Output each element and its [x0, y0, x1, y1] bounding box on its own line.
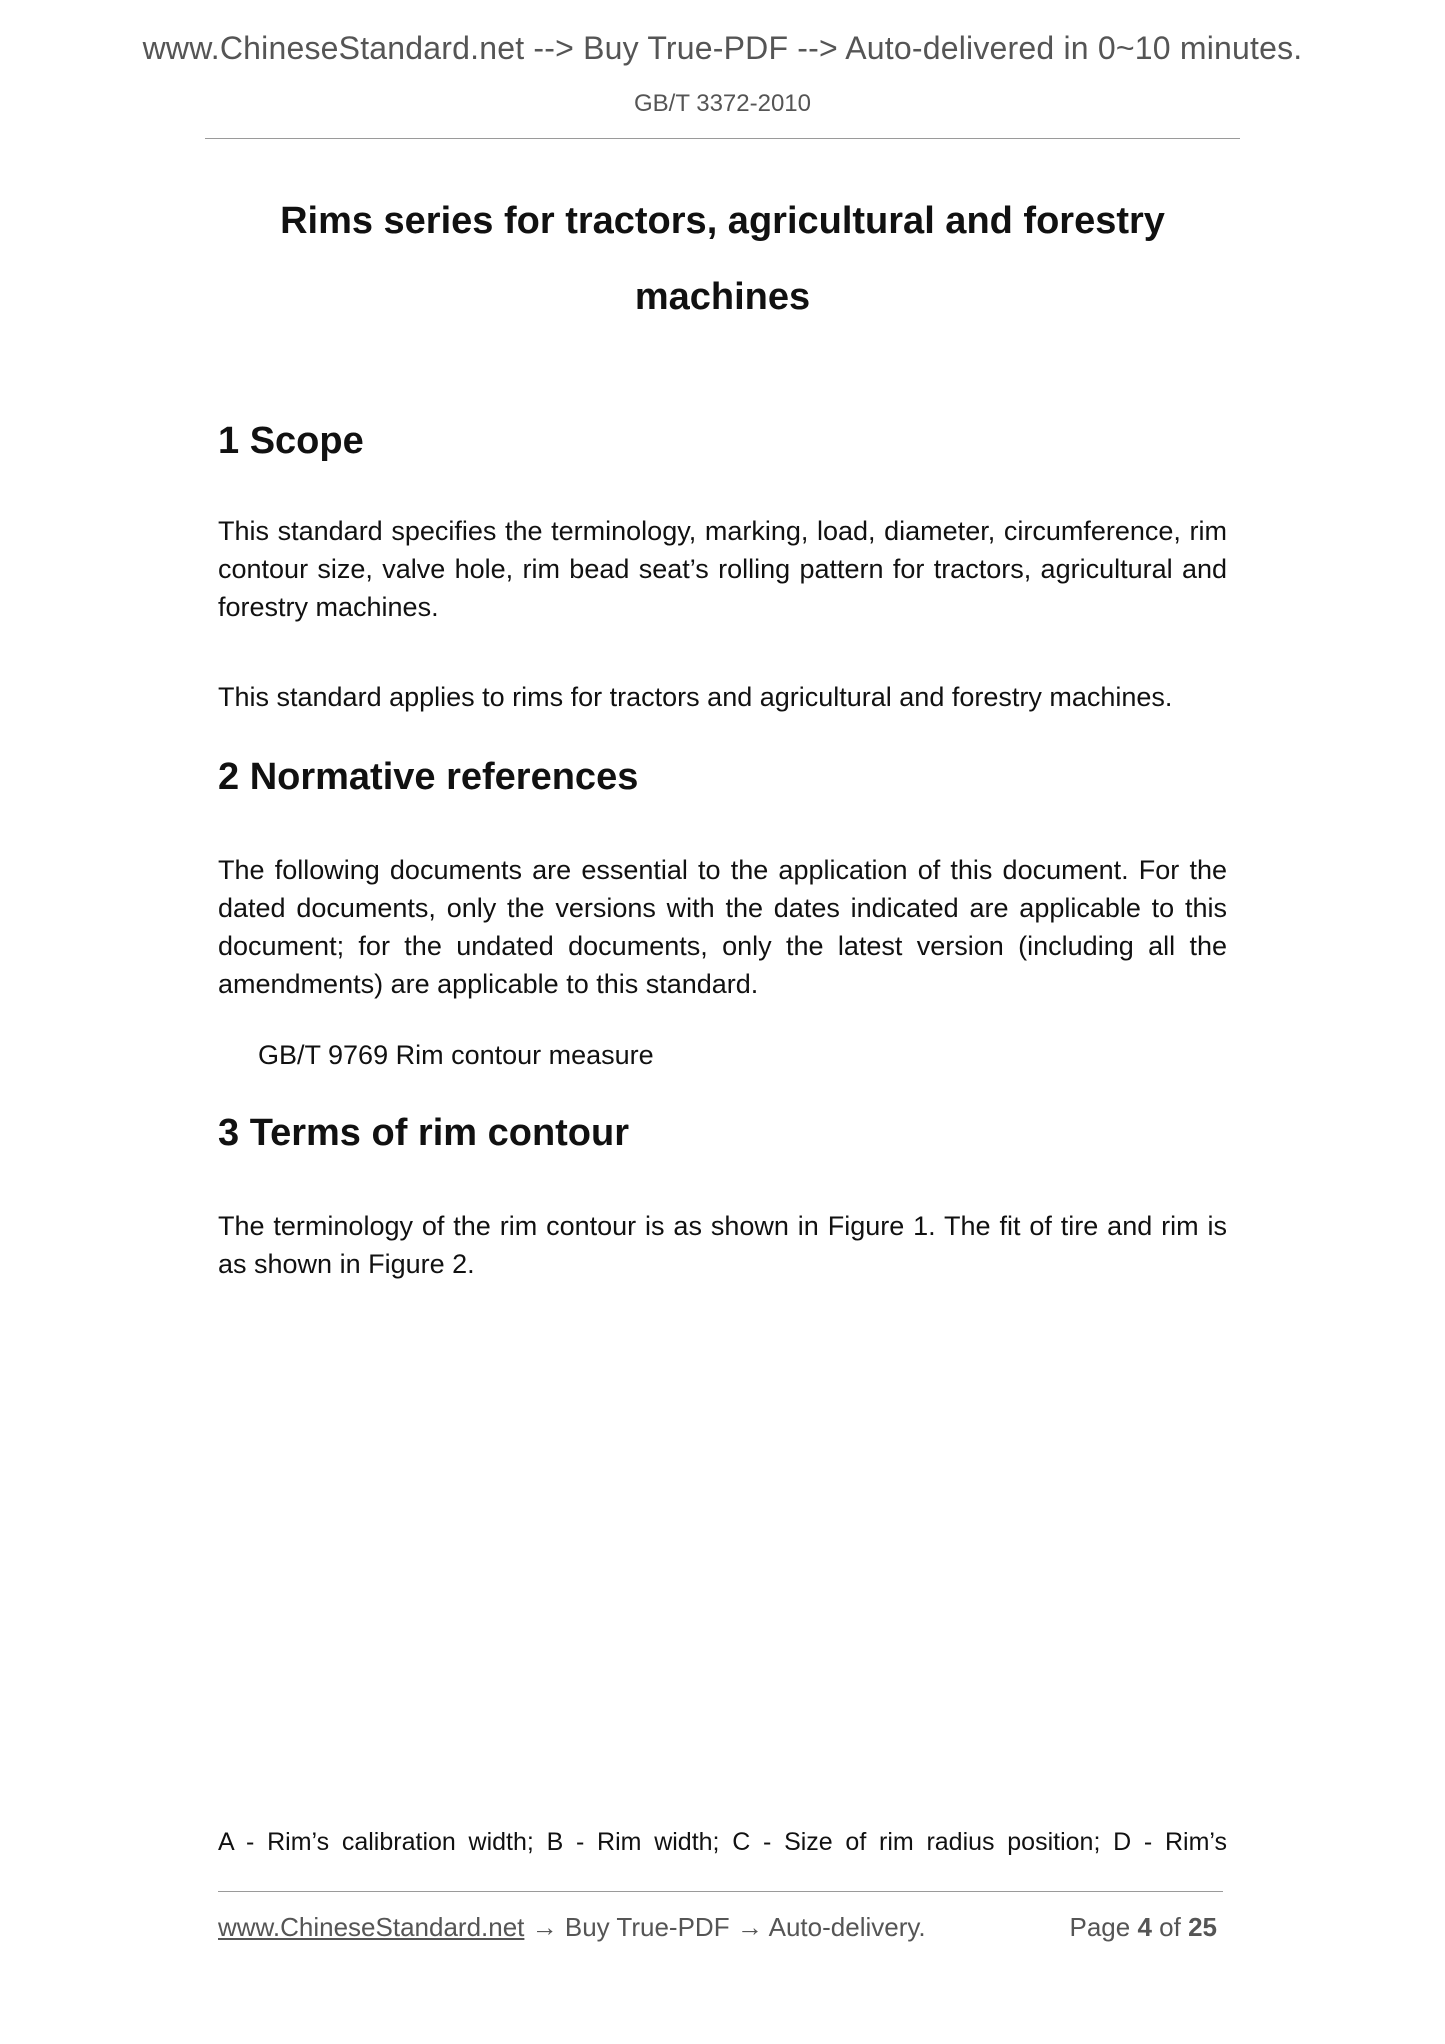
- footer-buy-text: Buy True-PDF: [564, 1912, 730, 1942]
- section-heading-scope: 1 Scope: [218, 420, 364, 462]
- title-line-1: Rims series for tractors, agricultural and forestry: [280, 200, 1165, 242]
- footer-links: [218, 1912, 926, 1943]
- page-number: 4: [1137, 1912, 1152, 1942]
- promo-banner: www.ChineseStandard.net --> Buy True-PDF --> Auto-delivered in 0~10 minutes.: [142, 30, 1303, 66]
- arrow-right-icon: →: [736, 1912, 763, 1942]
- page-title: [205, 183, 1240, 335]
- footer-delivery-text: Auto-delivery.: [768, 1912, 926, 1942]
- total-pages: 25: [1188, 1912, 1217, 1942]
- reference-item: GB/T 9769 Rim contour measure: [258, 1040, 654, 1070]
- standard-code: GB/T 3372-2010: [633, 90, 811, 117]
- references-paragraph-1: The following documents are essential to the application of this document. For the dated documents, only the versions with the dates indicated are applicable to this document; for the undated documents, only the latest version (including all the amendments) are applicable to this standard.: [218, 855, 1227, 999]
- page-label: Page: [1069, 1912, 1131, 1942]
- header-divider: [205, 138, 1240, 139]
- title-line-2: machines: [634, 276, 811, 318]
- footer-site-link[interactable]: www.ChineseStandard.net: [218, 1912, 525, 1942]
- scope-paragraph-1: This standard specifies the terminology, marking, load, diameter, circumference, rim contour size, valve hole, rim bead seat’s rolling pattern for tractors, agricultural and forestry machines.: [218, 516, 1227, 622]
- section-heading-terms: 3 Terms of rim contour: [218, 1112, 630, 1154]
- terms-paragraph-1: The terminology of the rim contour is as shown in Figure 1. The fit of tire and rim is as shown in Figure 2.: [218, 1211, 1227, 1279]
- page-indicator: [1069, 1912, 1217, 1943]
- section-heading-references: 2 Normative references: [218, 756, 639, 798]
- arrow-right-icon: →: [531, 1912, 558, 1942]
- footer-divider: [218, 1891, 1223, 1892]
- of-label: of: [1159, 1912, 1181, 1942]
- figure-caption: A - Rim’s calibration width; B - Rim width; C - Size of rim radius position; D - Rim’s: [218, 1828, 1227, 1856]
- scope-paragraph-2: This standard applies to rims for tractors and agricultural and forestry machines.: [218, 682, 1173, 712]
